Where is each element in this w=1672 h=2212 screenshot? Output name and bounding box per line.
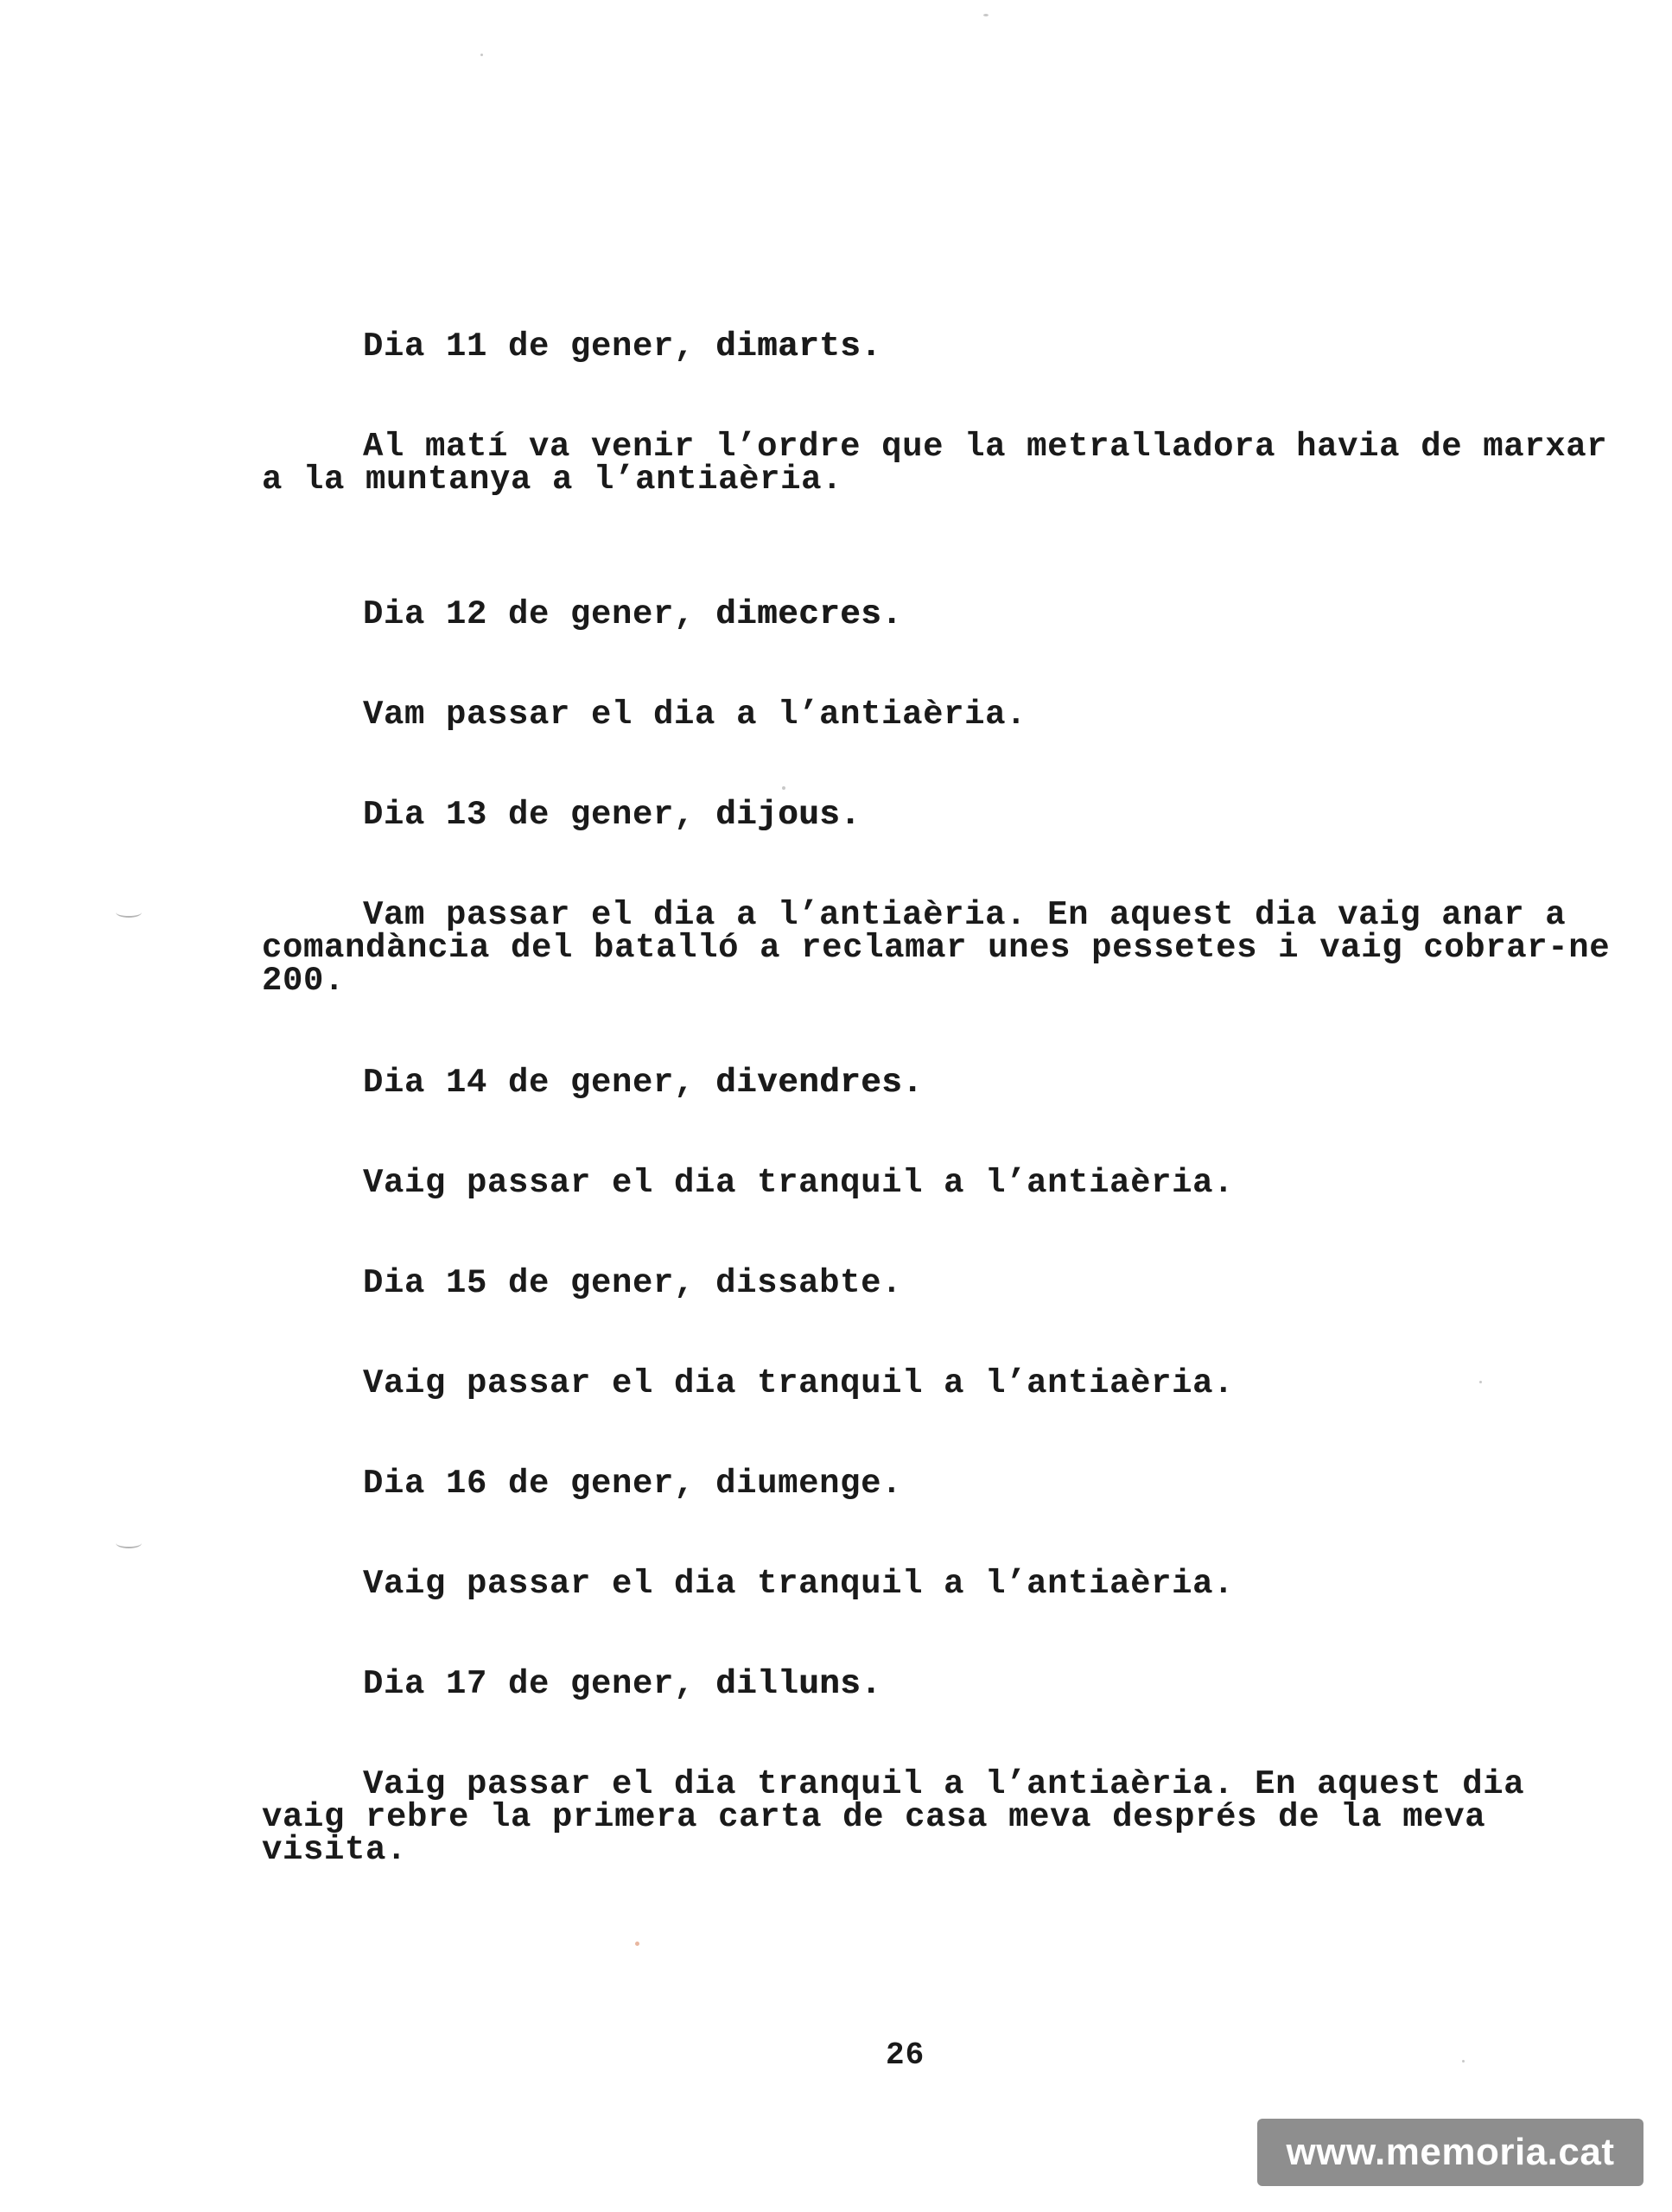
margin-mark [116,1538,142,1548]
paragraph-line [262,1364,1235,1402]
heading-weekday: dimarts. [715,327,882,365]
heading-date: Dia 13 de gener, [363,796,716,834]
scan-speck [782,786,785,790]
paragraph-text: Vaig passar el dia tranquil a l’antiaèria. [363,1164,1235,1202]
entry-heading [262,327,882,365]
heading-date: Dia 11 de gener, [363,327,716,365]
paragraph-text: Al matí va venir l’ordre que la metralladora havia de marxar [363,428,1608,466]
heading-weekday: dilluns. [715,1665,882,1703]
heading-date: Dia 15 de gener, [363,1264,716,1302]
entry-heading [262,595,903,633]
heading-date: Dia 17 de gener, [363,1665,716,1703]
paragraph-line [262,1565,1235,1603]
paragraph-text: a la muntanya a l’antiaèria. [262,461,843,499]
scan-speck [635,1942,639,1946]
paragraph-line [262,428,1608,466]
paragraph-text: visita. [262,1831,408,1869]
entry-heading [262,1665,882,1703]
paragraph-line [262,962,346,1000]
paragraph-line [262,1765,1525,1803]
heading-date: Dia 12 de gener, [363,595,716,633]
paragraph-text: Vaig passar el dia tranquil a l’antiaèria. [363,1565,1235,1603]
watermark-text: www.memoria.cat [1286,2131,1615,2173]
paragraph-text: vaig rebre la primera carta de casa meva després de la meva [262,1798,1486,1836]
paragraph-line [262,896,1567,934]
heading-date: Dia 16 de gener, [363,1465,716,1503]
paragraph-text: Vaig passar el dia tranquil a l’antiaèria. En aquest dia [363,1765,1525,1803]
paragraph-line [262,696,1027,734]
entry-heading [262,1264,903,1302]
scan-speck [1462,2060,1465,2063]
paragraph-text: 200. [262,962,346,1000]
watermark-badge[interactable] [1257,2119,1643,2186]
scan-speck [983,14,989,16]
paragraph-line [262,461,843,499]
entry-heading [262,1465,903,1503]
page-number: 26 [886,2037,925,2073]
paragraph-text: Vam passar el dia a l’antiaèria. En aquest dia vaig anar a [363,896,1567,934]
heading-weekday: dimecres. [715,595,903,633]
paragraph-text: Vaig passar el dia tranquil a l’antiaèria. [363,1364,1235,1402]
margin-mark [116,907,142,918]
heading-weekday: divendres. [715,1064,924,1102]
paragraph-line [262,1831,408,1869]
heading-weekday: diumenge. [715,1465,903,1503]
heading-date: Dia 14 de gener, [363,1064,716,1102]
scan-speck [1479,1381,1482,1383]
paragraph-line [262,1164,1235,1202]
paragraph-line [262,1798,1486,1836]
scan-speck [480,54,483,56]
entry-heading [262,796,861,834]
heading-weekday: dissabte. [715,1264,903,1302]
entry-heading [262,1064,924,1102]
paragraph-text: comandància del batalló a reclamar unes pessetes i vaig cobrar-ne [262,929,1611,967]
paragraph-line [262,929,1611,967]
heading-weekday: dijous. [715,796,861,834]
paragraph-text: Vam passar el dia a l’antiaèria. [363,696,1027,734]
